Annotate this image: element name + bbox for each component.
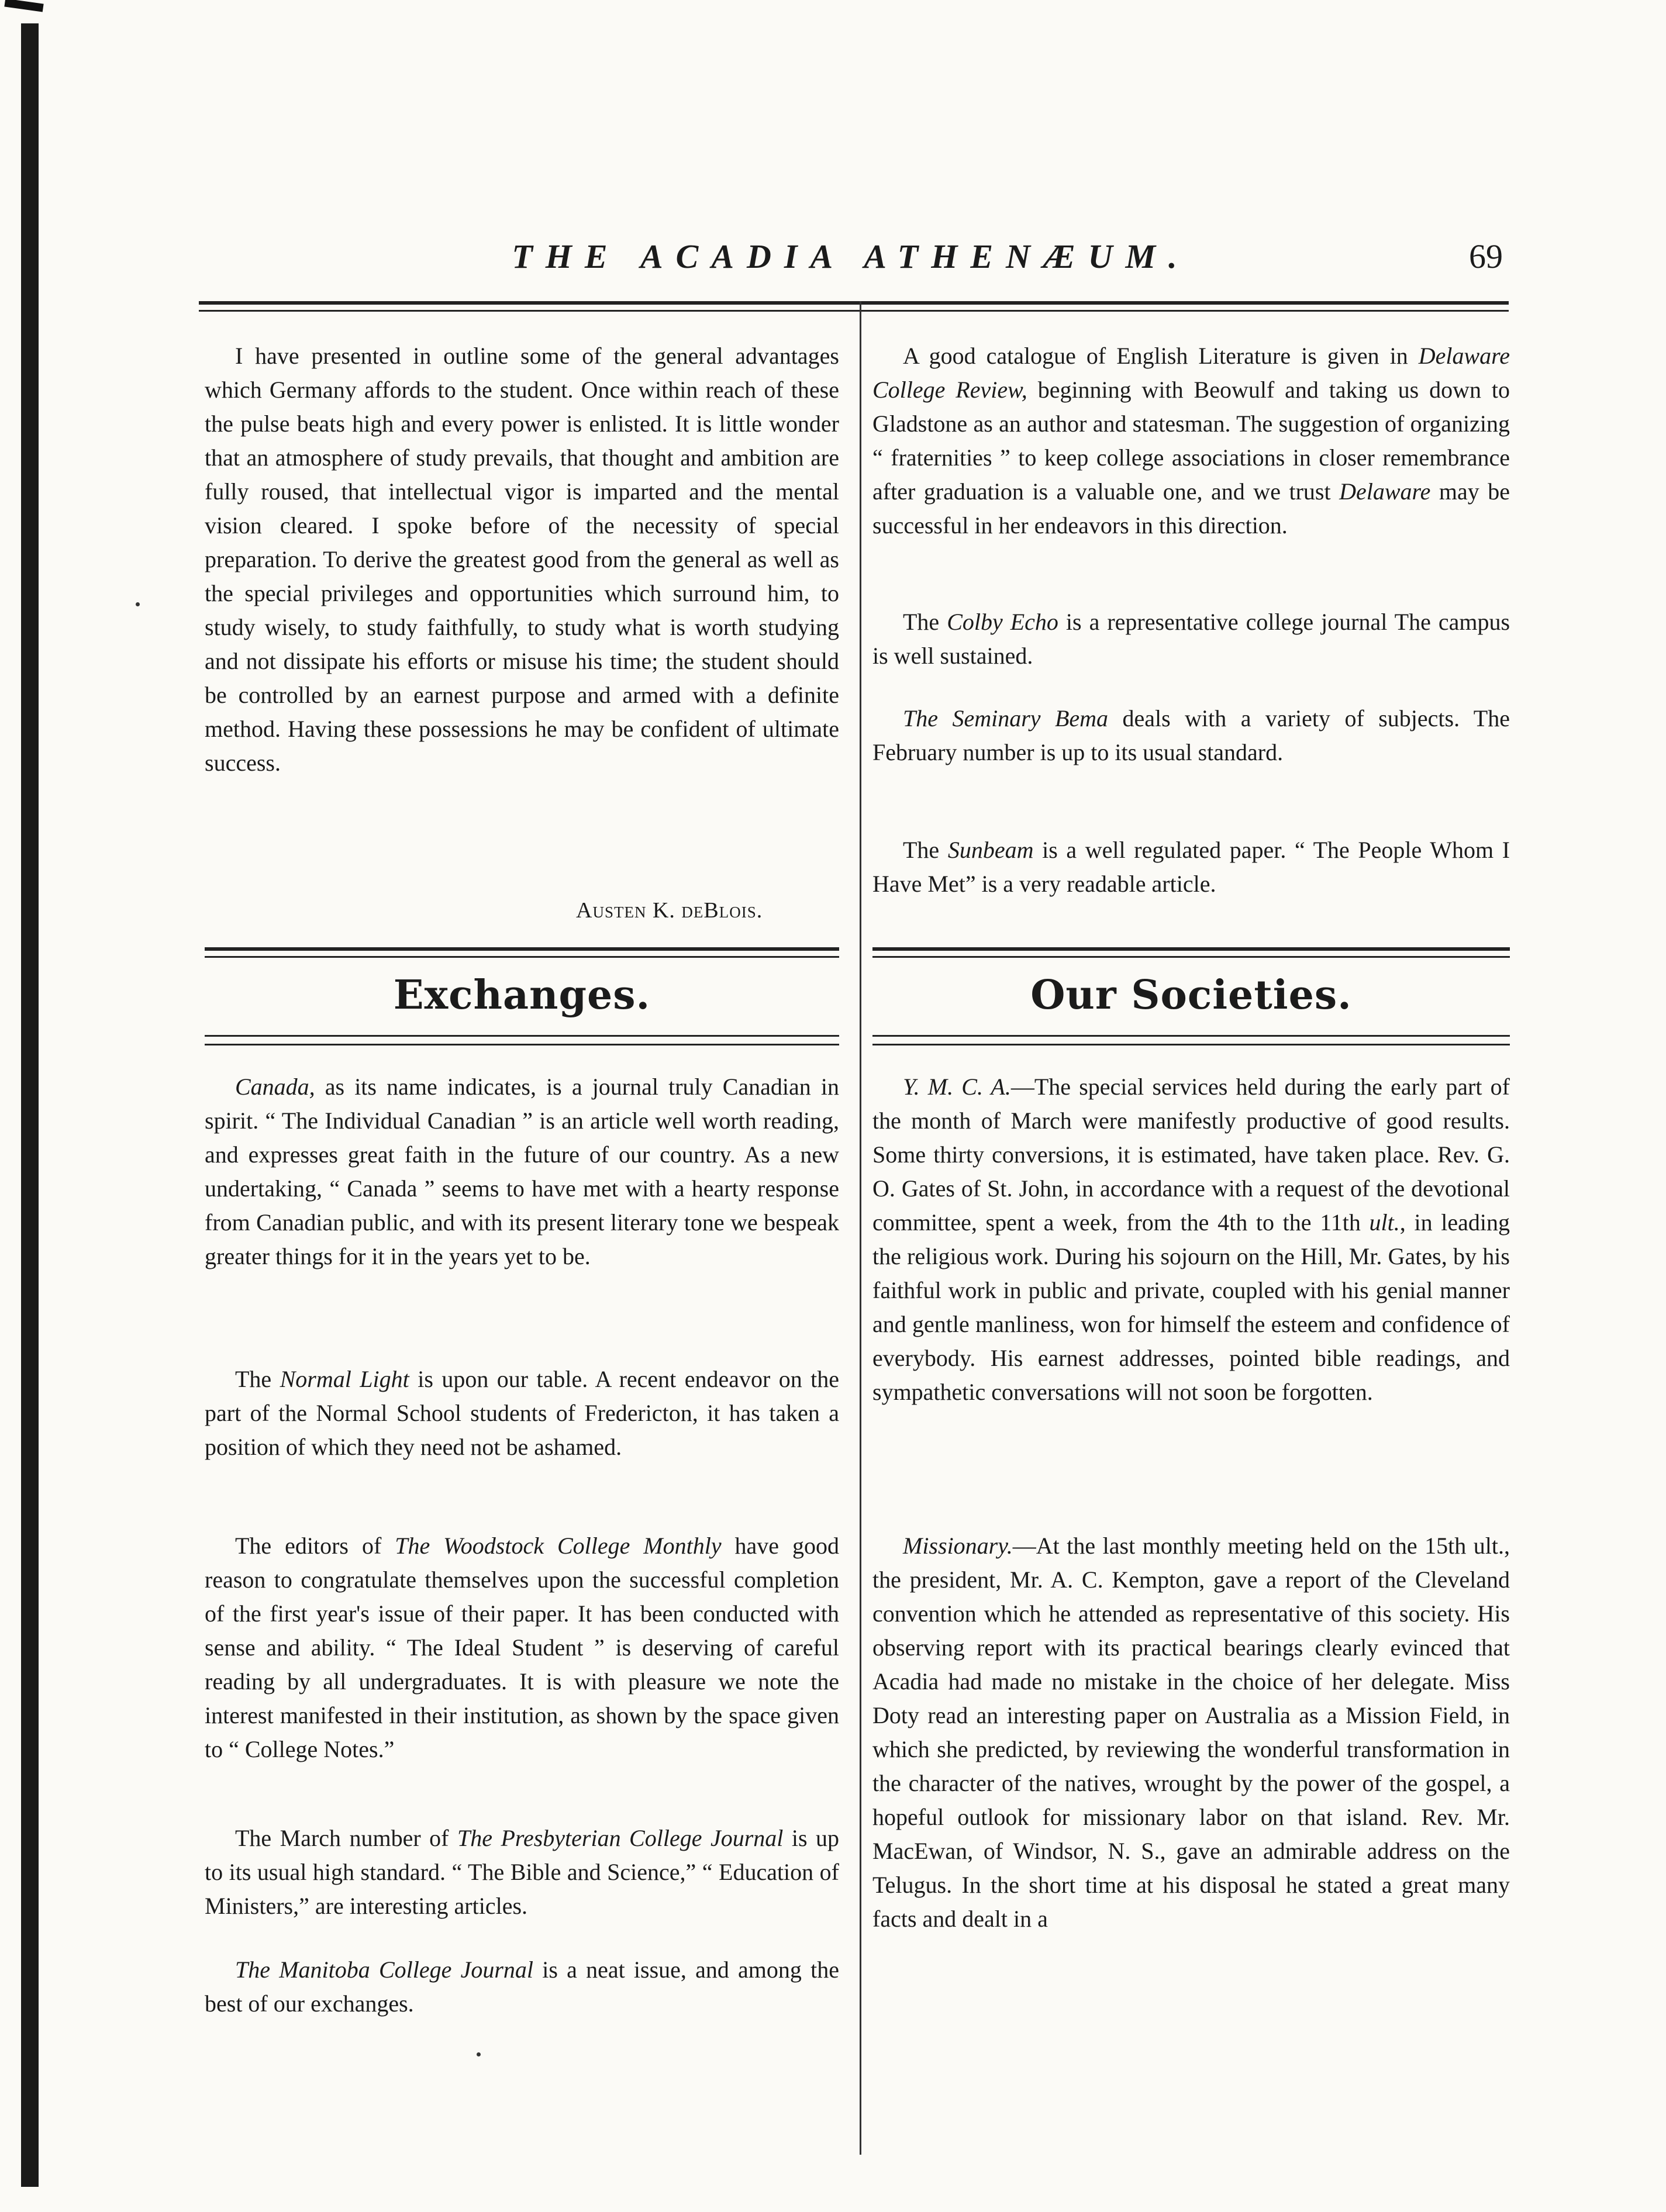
section-rule-bottom: [872, 1035, 1510, 1037]
exchange-sunbeam: The Sunbeam is a well regulated paper. “ The People Whom I Have Met” is a very readable article.: [872, 837, 1510, 897]
exchange-seminary-bema: The Seminary Bema deals with a variety of subjects. The February number is up to its usual standard.: [872, 705, 1510, 765]
header-rule: [199, 301, 1509, 305]
exchange-colby-echo: The Colby Echo is a representative college journal The campus is well sustained.: [872, 609, 1510, 669]
column-divider: [860, 301, 861, 2155]
exchanges-heading: Exchanges.: [393, 972, 651, 1019]
section-rule: [205, 947, 839, 951]
margin-speck: [477, 2052, 481, 2056]
exchange-manitoba: The Manitoba College Journal is a neat issue, and among the best of our exchanges.: [205, 1956, 839, 2017]
essay-closing-paragraph: I have presented in outline some of the general advantages which Germany affords to the student. Once within reach of these the pulse beats high and every power is enlisted. It is little wonder that an atmosphere of study prevails, that thought and ambition are fully roused, that intellectual vigor is imparted and the mental vision cleared. I spoke before of the necessity of special preparation. To derive the greatest good from the general as well as the special privileges and opportunities which surround him, to study wisely, to study faithfully, to study what is worth studying and not dissipate his efforts or misuse his time; the student should be controlled by an earnest purpose and armed with a definite method. Having these possessions he may be confident of ultimate success.: [205, 343, 839, 776]
section-rule-bottom-2: [205, 1044, 839, 1045]
binding-mark: [4, 0, 43, 12]
author-signature: Austen K. deBlois.: [576, 898, 763, 923]
running-title: THE ACADIA ATHENÆUM.: [512, 237, 1190, 275]
section-rule-thin: [205, 956, 839, 958]
societies-missionary: Missionary.—At the last monthly meeting held on the 15th ult., the president, Mr. A. C. Kempton, gave a report of the Cleveland convention which he attended as representative of this society. His observing report with its practical bearings clearly evinced that Acadia had made no mistake in the choice of her delegate. Miss Doty read an interesting paper on Australia as a Mission Field, in which she predicted, by reviewing the wonderful transformation in the character of the natives, wrought by the power of the gospel, a hopeful outlook for missionary labor on that island. Rev. Mr. MacEwan, of Windsor, N. S., gave an admirable address on the Telugus. In the short time at his disposal he stated a great many facts and dealt in a: [872, 1533, 1510, 1932]
section-rule: [872, 947, 1510, 951]
exchange-presbyterian: The March number of The Presbyterian College Journal is up to its usual high standard. “ The Bible and Science,” “ Education of Ministers,” are interesting articles.: [205, 1825, 840, 1919]
exchange-canada: Canada, as its name indicates, is a journal truly Canadian in spirit. “ The Individual Canadian ” is an article well worth reading, and expresses great faith in the future of our country. As a new undertaking, “ Canada ” seems to have met with a hearty response from Canadian public, and with its present literary tone we bespeak greater things for it in the years yet to be.: [205, 1074, 839, 1269]
exchange-woodstock: The editors of The Woodstock College Monthly have good reason to congratulate themselves upon the successful completion of the first year's issue of their paper. It has been conducted with sense and ability. “ The Ideal Student ” is deserving of careful reading by all undergraduates. It is with pleasure we note the interest manifested in their institution, as shown by the space given to “ College Notes.”: [205, 1533, 840, 1762]
exchange-delaware: A good catalogue of English Literature is given in Delaware College Review, beginning with Beowulf and taking us down to Gladstone as an author and statesman. The suggestion of organizing “ fraternities ” to keep college associations in closer remembrance after graduation is a valuable one, and we trust Delaware may be successful in her endeavors in this direction.: [872, 343, 1510, 539]
binding-edge: [21, 23, 39, 2187]
section-rule-bottom: [205, 1035, 839, 1037]
section-rule-bottom-2: [872, 1044, 1510, 1045]
exchange-normal-light: The Normal Light is upon our table. A recent endeavor on the part of the Normal School students of Fredericton, it has taken a position of which they need not be ashamed.: [205, 1366, 840, 1460]
section-rule-thin: [872, 956, 1510, 958]
societies-ymca: Y. M. C. A.—The special services held during the early part of the month of March were manifestly productive of good results. Some thirty conversions, it is estimated, have taken place. Rev. G. O. Gates of St. John, in accordance with a request of the devotional committee, spent a week, from the 4th to the 11th ult., in leading the religious work. During his sojourn on the Hill, Mr. Gates, by his faithful work in public and private, coupled with his genial manner and gentle manliness, won for himself the esteem and confidence of everybody. His earnest addresses, pointed bible readings, and sympathetic conversations will not soon be forgotten.: [872, 1074, 1510, 1405]
page-number: 69: [1469, 237, 1503, 275]
societies-heading: Our Societies.: [1030, 972, 1352, 1019]
page-header: [199, 237, 1503, 289]
header-rule-thin: [199, 310, 1509, 312]
margin-speck: [136, 602, 140, 606]
